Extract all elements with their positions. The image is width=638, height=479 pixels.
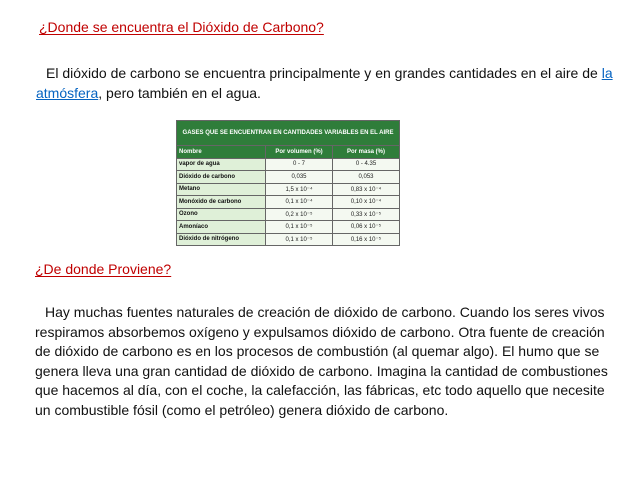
- gases-table: [176, 120, 400, 246]
- table-row: [177, 158, 400, 171]
- table-cell-mass: 0,33 x 10⁻⁵: [333, 208, 400, 221]
- table-cell-name: Dióxido de nitrógeno: [177, 233, 266, 246]
- table-cell-mass: 0,83 x 10⁻⁴: [333, 183, 400, 196]
- paragraph-location-text-end: , pero también en el agua.: [98, 85, 261, 101]
- table-row: [177, 208, 400, 221]
- table-cell-name: Amoníaco: [177, 221, 266, 234]
- table-header-cell: Nombre: [177, 146, 266, 159]
- table-cell-volume: 0,1 x 10⁻⁵: [266, 221, 333, 234]
- table-cell-name: Metano: [177, 183, 266, 196]
- table-cell-name: vapor de agua: [177, 158, 266, 171]
- table-row: [177, 171, 400, 184]
- table-cell-name: Dióxido de carbono: [177, 171, 266, 184]
- table-row: [177, 233, 400, 246]
- section-heading-origin: ¿De donde Proviene?: [35, 261, 172, 277]
- table-cell-name: Ozono: [177, 208, 266, 221]
- table-cell-mass: 0 - 4.35: [333, 158, 400, 171]
- table-cell-volume: 0,2 x 10⁻⁵: [266, 208, 333, 221]
- paragraph-origin: [35, 303, 620, 420]
- table-cell-volume: 0,035: [266, 171, 333, 184]
- table-cell-mass: 0,10 x 10⁻⁴: [333, 196, 400, 209]
- section-heading-location: ¿Donde se encuentra el Dióxido de Carbono?: [39, 19, 324, 35]
- table-cell-mass: 0,06 x 10⁻⁵: [333, 221, 400, 234]
- atmosphere-link[interactable]: la atmósfera: [36, 65, 613, 101]
- table-row: [177, 221, 400, 234]
- table-cell-volume: 1,5 x 10⁻⁴: [266, 183, 333, 196]
- paragraph-location: [36, 63, 616, 103]
- table-row: [177, 183, 400, 196]
- table-header-row: [177, 146, 400, 159]
- table-cell-volume: 0 - 7: [266, 158, 333, 171]
- paragraph-origin-text: Hay muchas fuentes naturales de creación de dióxido de carbono. Cuando los seres vivos respiramos absorbemos oxígeno y expulsamos dióxido de carbono. Otra fuente de creación de dióxido de carbono es en los procesos de combustión (al quemar algo). El humo que se genera lleva una gran cantidad de dióxido de carbono. Imagina la cantidad de combustiones que hacemos al día, con el coche, la calefacción, las fábricas, etc todo aquello que necesite un combustible fósil (como el petróleo) genera dióxido de carbono.: [35, 304, 608, 418]
- table-header-cell: Por volumen (%): [266, 146, 333, 159]
- table-cell-name: Monóxido de carbono: [177, 196, 266, 209]
- table-title: GASES QUE SE ENCUENTRAN EN CANTIDADES VARIABLES EN EL AIRE: [177, 121, 400, 146]
- table-cell-mass: 0,053: [333, 171, 400, 184]
- table-cell-volume: 0,1 x 10⁻⁴: [266, 196, 333, 209]
- table-cell-mass: 0,16 x 10⁻⁵: [333, 233, 400, 246]
- table-header-cell: Por masa (%): [333, 146, 400, 159]
- paragraph-location-text-start: El dióxido de carbono se encuentra principalmente y en grandes cantidades en el aire de: [46, 65, 602, 81]
- table-cell-volume: 0,1 x 10⁻⁵: [266, 233, 333, 246]
- table-row: [177, 196, 400, 209]
